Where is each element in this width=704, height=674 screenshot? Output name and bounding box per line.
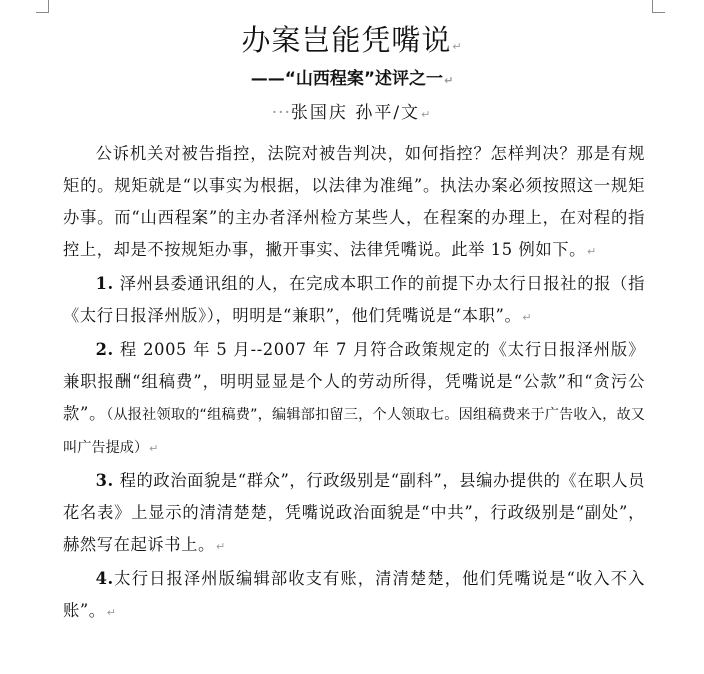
article-body <box>63 138 645 629</box>
article-subtitle-text: ——“山西程案”述评之一 <box>250 69 444 89</box>
item-number: 4. <box>95 569 114 588</box>
article-author-text: 张国庆 孙平/文 <box>290 103 421 123</box>
paragraph-text: 太行日报泽州版编辑部收支有账，清清楚楚，他们凭嘴说是“收入不入账”。 <box>63 569 645 620</box>
paragraph-mark-icon: ↵ <box>215 540 226 553</box>
paragraph-mark-icon: ↵ <box>452 40 463 53</box>
paragraph-note: （从报社领取的“组稿费”，编辑部扣留三，个人领取七。因组稿费来于广告收入，故又叫广告提成） <box>63 407 645 456</box>
item-number: 1. <box>95 274 114 293</box>
paragraph-mark-icon: ↵ <box>106 606 117 619</box>
paragraph-mark-icon: ↵ <box>522 311 533 324</box>
body-paragraph <box>63 334 645 465</box>
item-number: 3. <box>95 471 114 490</box>
article-title <box>0 18 704 59</box>
paragraph-mark-icon: ↵ <box>421 108 433 121</box>
paragraph-text: 泽州县委通讯组的人，在完成本职工作的前提下办太行日报社的报（指《太行日报泽州版》），明明是“兼职”，他们凭嘴说是“本职”。 <box>63 274 645 325</box>
paragraph-text: 程的政治面貌是“群众”，行政级别是“副科”，县编办提供的《在职人员花名表》上显示的清清楚楚，凭嘴说政治面貌是“中共”，行政级别是“副处”，赫然写在起诉书上。 <box>63 471 645 554</box>
body-paragraph <box>63 465 645 563</box>
paragraph-text: 程 2005 年 5 月--2007 年 7 月符合政策规定的《太行日报泽州版》兼职报酬“组稿费”，明明显显是个人的劳动所得，凭嘴说是“公款”和“贪污公款”。 <box>63 340 645 423</box>
article-subtitle <box>0 64 704 89</box>
article-author <box>0 98 704 123</box>
body-paragraph <box>63 268 645 334</box>
paragraph-mark-icon: ↵ <box>587 245 597 258</box>
space-marks: ··· <box>271 103 291 123</box>
paragraph-mark-icon: ↵ <box>444 74 454 87</box>
page-corner-mark-right <box>652 0 665 13</box>
paragraph-text: 公诉机关对被告指控，法院对被告判决，如何指控？怎样判决？那是有规矩的。规矩就是“以事实为根据，以法律为准绳”。执法办案必须按照这一规矩办事。而“山西程案”的主办者泽州检方某些人，在程案的办理上，在对程的指控上，却是不按规矩办事，撇开事实、法律凭嘴说。此举 15 例如下。 <box>63 144 645 259</box>
paragraph-mark-icon: ↵ <box>149 442 159 455</box>
page-corner-mark-left <box>36 0 49 13</box>
body-paragraph <box>63 138 645 268</box>
article-title-text: 办案岂能凭嘴说 <box>241 23 452 57</box>
body-paragraph <box>63 563 645 629</box>
item-number: 2. <box>95 340 114 359</box>
